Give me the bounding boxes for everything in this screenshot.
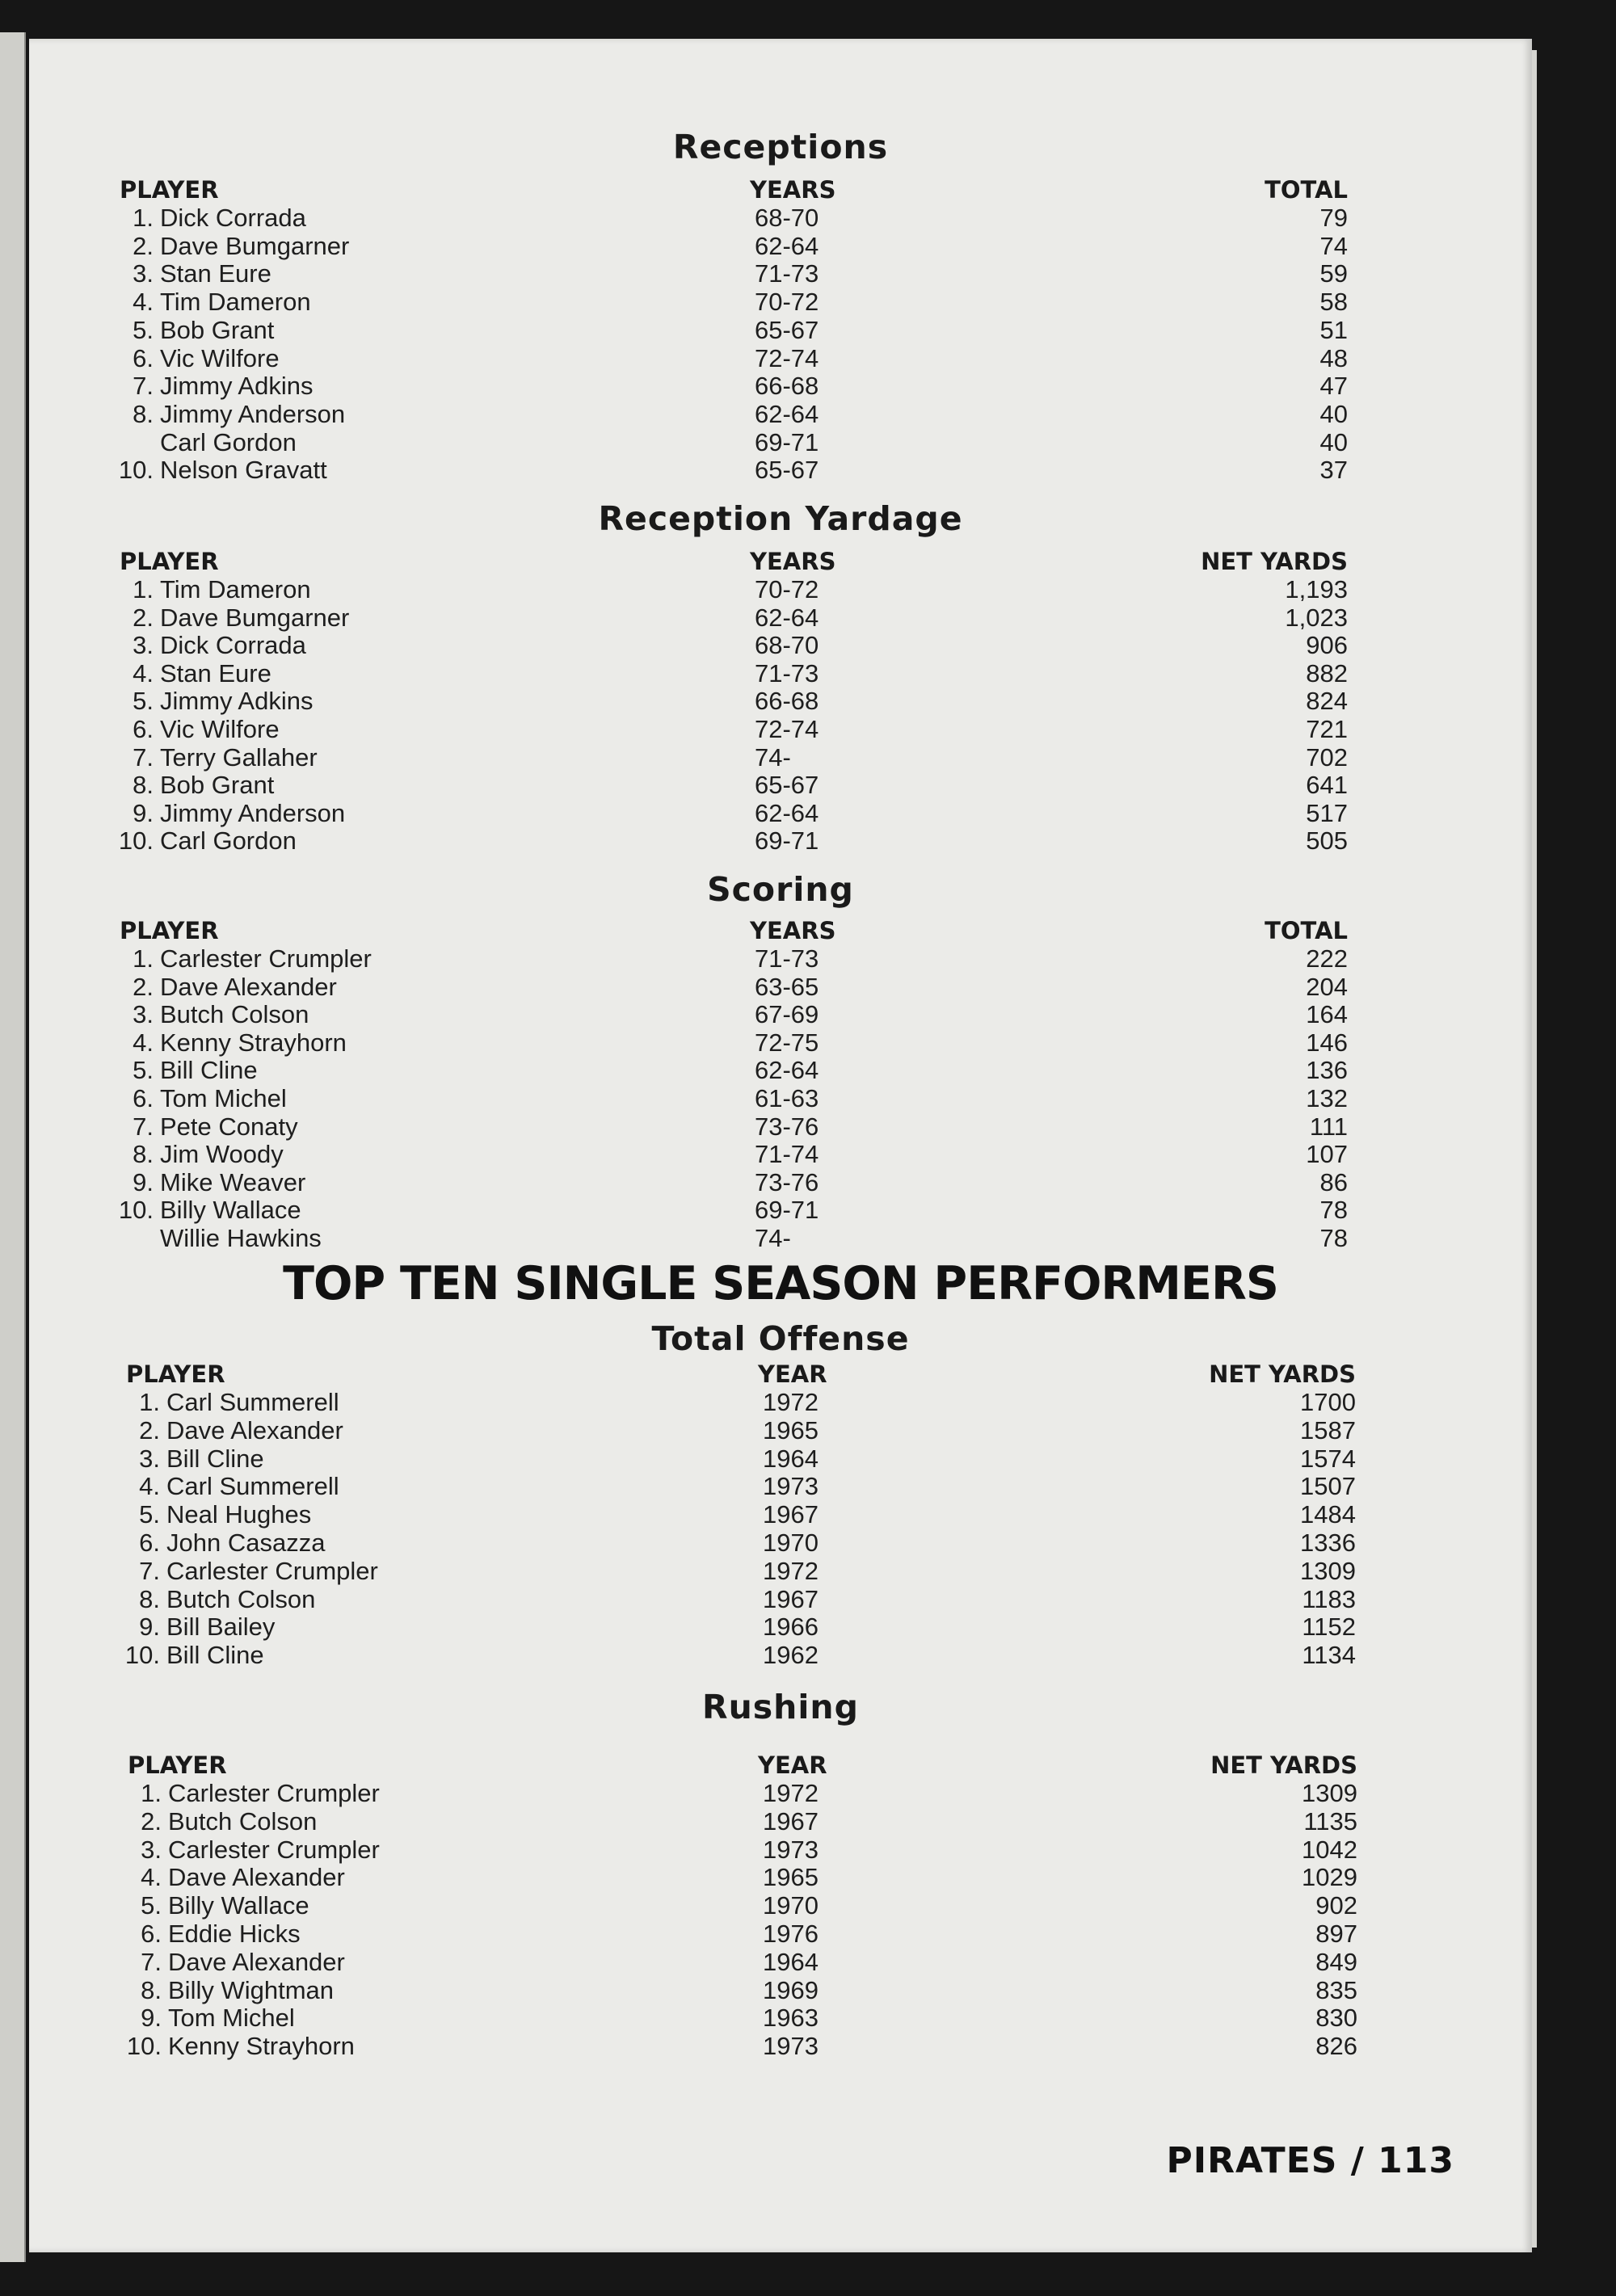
row-total: 826 <box>1315 2032 1357 2060</box>
row-rank: 2. <box>133 973 154 1001</box>
row-player: Tim Dameron <box>160 288 311 316</box>
row-player: Dick Corrada <box>160 631 306 659</box>
table-row <box>29 1613 1532 1640</box>
row-rank: 4. <box>139 1472 160 1500</box>
table-row <box>29 1056 1532 1083</box>
row-total: 146 <box>1306 1028 1348 1057</box>
row-total: 1309 <box>1302 1779 1357 1807</box>
row-years: 71-73 <box>755 944 819 973</box>
row-rank: 3. <box>141 1836 162 1864</box>
row-years: 73-76 <box>755 1112 819 1141</box>
row-years: 72-75 <box>755 1028 819 1057</box>
row-player: Stan Eure <box>160 259 271 288</box>
row-player: Mike Weaver <box>160 1168 306 1196</box>
row-player: Billy Wallace <box>168 1891 309 1920</box>
row-player: John Casazza <box>166 1529 326 1557</box>
row-player: Vic Wilfore <box>160 344 280 372</box>
row-rank: 8. <box>133 400 154 428</box>
row-player: Tom Michel <box>168 2004 295 2032</box>
row-years: 1965 <box>763 1863 819 1891</box>
row-rank: 5. <box>133 687 154 715</box>
row-total: 1042 <box>1302 1836 1357 1864</box>
row-years: 1976 <box>763 1920 819 1948</box>
row-years: 1965 <box>763 1416 819 1444</box>
table-row <box>29 659 1532 687</box>
row-years: 1967 <box>763 1500 819 1529</box>
row-years: 69-71 <box>755 1196 819 1224</box>
row-years: 1964 <box>763 1444 819 1473</box>
row-player: Carlester Crumpler <box>168 1836 380 1864</box>
table-row <box>29 1863 1532 1890</box>
row-total: 1484 <box>1300 1500 1356 1529</box>
row-player: Bob Grant <box>160 316 275 344</box>
row-total: 1574 <box>1300 1444 1356 1473</box>
row-total: 222 <box>1306 944 1348 973</box>
row-rank: 5. <box>139 1500 160 1529</box>
row-player: Butch Colson <box>166 1585 316 1613</box>
row-player: Stan Eure <box>160 659 271 688</box>
row-player: Nelson Gravatt <box>160 456 327 484</box>
table-row <box>29 826 1532 854</box>
row-total: 40 <box>1319 400 1348 428</box>
row-total: 1587 <box>1300 1416 1356 1444</box>
row-player: Willie Hawkins <box>160 1224 322 1252</box>
table-row <box>29 344 1532 372</box>
row-rank: 10. <box>124 1641 160 1669</box>
row-years: 73-76 <box>755 1168 819 1196</box>
table-row <box>29 1140 1532 1167</box>
row-total: 702 <box>1306 743 1348 772</box>
row-player: Dave Bumgarner <box>160 603 350 632</box>
row-player: Bill Cline <box>160 1056 258 1084</box>
row-player: Billy Wallace <box>160 1196 301 1224</box>
row-player: Eddie Hicks <box>168 1920 301 1948</box>
row-total: 107 <box>1306 1140 1348 1168</box>
row-rank: 4. <box>133 288 154 316</box>
column-header-player: PLAYER <box>128 1751 227 1779</box>
row-total: 505 <box>1306 826 1348 855</box>
row-total: 830 <box>1315 2004 1357 2032</box>
column-header-total: NET YARDS <box>1210 1751 1357 1779</box>
row-player: Kenny Strayhorn <box>168 2032 355 2060</box>
table-row <box>29 944 1532 972</box>
row-rank: 6. <box>133 715 154 743</box>
row-rank: 2. <box>133 232 154 260</box>
row-player: Bill Cline <box>166 1444 264 1473</box>
table-row <box>29 1891 1532 1919</box>
row-total: 47 <box>1319 372 1348 400</box>
row-years: 1973 <box>763 1472 819 1500</box>
table-row <box>29 1196 1532 1223</box>
row-total: 824 <box>1306 687 1348 715</box>
row-total: 86 <box>1319 1168 1348 1196</box>
row-rank: 8. <box>133 1140 154 1168</box>
section-title: Reception Yardage <box>598 499 963 538</box>
row-years: 1973 <box>763 1836 819 1864</box>
row-rank: 10. <box>126 2032 162 2060</box>
row-years: 72-74 <box>755 715 819 743</box>
table-row <box>29 1416 1532 1444</box>
row-player: Butch Colson <box>168 1807 318 1836</box>
row-years: 1966 <box>763 1613 819 1641</box>
table-row <box>29 1472 1532 1499</box>
row-player: Butch Colson <box>160 1000 309 1028</box>
table-row <box>29 456 1532 483</box>
row-years: 69-71 <box>755 826 819 855</box>
row-years: 67-69 <box>755 1000 819 1028</box>
row-years: 1963 <box>763 2004 819 2032</box>
table-row <box>29 1168 1532 1196</box>
row-rank: 5. <box>133 316 154 344</box>
row-years: 1964 <box>763 1948 819 1976</box>
table-row <box>29 771 1532 798</box>
row-years: 71-73 <box>755 659 819 688</box>
row-rank: 9. <box>141 2004 162 2032</box>
row-years: 1967 <box>763 1585 819 1613</box>
row-rank: 10. <box>118 826 154 855</box>
row-rank: 8. <box>133 771 154 799</box>
row-rank: 4. <box>133 659 154 688</box>
row-player: Dave Alexander <box>168 1948 345 1976</box>
table-row <box>29 687 1532 714</box>
row-total: 74 <box>1319 232 1348 260</box>
row-years: 71-74 <box>755 1140 819 1168</box>
section-title: Scoring <box>707 870 854 909</box>
row-rank: 3. <box>133 1000 154 1028</box>
row-total: 1507 <box>1300 1472 1356 1500</box>
table-row <box>29 1000 1532 1028</box>
table-row <box>29 288 1532 315</box>
column-header-years: YEARS <box>750 917 836 944</box>
row-rank: 7. <box>139 1557 160 1585</box>
row-total: 51 <box>1319 316 1348 344</box>
row-years: 65-67 <box>755 771 819 799</box>
row-rank: 8. <box>141 1976 162 2004</box>
column-header-player: PLAYER <box>120 917 219 944</box>
left-page-edge <box>0 32 26 2262</box>
table-row <box>29 603 1532 631</box>
table-row <box>29 1641 1532 1668</box>
row-total: 48 <box>1319 344 1348 372</box>
row-total: 132 <box>1306 1084 1348 1112</box>
row-years: 68-70 <box>755 631 819 659</box>
page-footer: PIRATES / 113 <box>1166 2140 1454 2181</box>
row-total: 1336 <box>1300 1529 1356 1557</box>
row-player: Jimmy Anderson <box>160 400 346 428</box>
table-row <box>29 1920 1532 1947</box>
row-total: 78 <box>1319 1224 1348 1252</box>
row-player: Pete Conaty <box>160 1112 298 1141</box>
row-years: 62-64 <box>755 1056 819 1084</box>
row-years: 1972 <box>763 1779 819 1807</box>
row-rank: 3. <box>133 259 154 288</box>
row-rank: 9. <box>133 1168 154 1196</box>
table-row <box>29 1112 1532 1140</box>
row-rank: 6. <box>133 344 154 372</box>
row-rank: 1. <box>133 575 154 603</box>
row-years: 62-64 <box>755 799 819 827</box>
row-years: 70-72 <box>755 288 819 316</box>
table-row <box>29 232 1532 259</box>
row-rank: 1. <box>133 204 154 232</box>
row-total: 1,193 <box>1285 575 1348 603</box>
column-header-years: YEAR <box>758 1360 827 1388</box>
row-rank: 3. <box>133 631 154 659</box>
table-row <box>29 575 1532 603</box>
section-title: Rushing <box>702 1688 859 1726</box>
column-header-years: YEARS <box>750 176 836 204</box>
row-player: Carl Gordon <box>160 826 297 855</box>
row-total: 721 <box>1306 715 1348 743</box>
row-total: 897 <box>1315 1920 1357 1948</box>
row-player: Carl Summerell <box>166 1388 339 1416</box>
row-rank: 1. <box>133 944 154 973</box>
row-rank: 9. <box>139 1613 160 1641</box>
column-header-years: YEARS <box>750 548 836 575</box>
row-total: 849 <box>1315 1948 1357 1976</box>
row-rank: 5. <box>133 1056 154 1084</box>
row-player: Carlester Crumpler <box>160 944 372 973</box>
row-total: 902 <box>1315 1891 1357 1920</box>
row-total: 1134 <box>1302 1641 1356 1669</box>
row-total: 58 <box>1319 288 1348 316</box>
row-player: Jimmy Adkins <box>160 372 314 400</box>
table-row <box>29 743 1532 771</box>
table-row <box>29 428 1532 456</box>
row-years: 1970 <box>763 1529 819 1557</box>
section-title: Total Offense <box>651 1319 910 1358</box>
row-years: 72-74 <box>755 344 819 372</box>
section-title: Receptions <box>672 128 889 166</box>
row-total: 882 <box>1306 659 1348 688</box>
row-total: 164 <box>1306 1000 1348 1028</box>
table-row <box>29 631 1532 658</box>
row-rank: 10. <box>118 1196 154 1224</box>
table-row <box>29 2032 1532 2059</box>
row-total: 111 <box>1309 1112 1348 1141</box>
row-rank: 2. <box>141 1807 162 1836</box>
row-player: Kenny Strayhorn <box>160 1028 347 1057</box>
row-player: Bill Bailey <box>166 1613 276 1641</box>
row-years: 65-67 <box>755 316 819 344</box>
row-rank: 6. <box>141 1920 162 1948</box>
row-years: 66-68 <box>755 372 819 400</box>
row-total: 79 <box>1319 204 1348 232</box>
table-row <box>29 799 1532 826</box>
row-rank: 4. <box>141 1863 162 1891</box>
row-rank: 7. <box>141 1948 162 1976</box>
table-row <box>29 1557 1532 1584</box>
row-rank: 4. <box>133 1028 154 1057</box>
table-row <box>29 259 1532 287</box>
row-years: 74- <box>755 743 791 772</box>
row-total: 37 <box>1319 456 1348 484</box>
row-player: Tom Michel <box>160 1084 287 1112</box>
row-player: Dave Bumgarner <box>160 232 350 260</box>
row-total: 835 <box>1315 1976 1357 2004</box>
table-row <box>29 1529 1532 1556</box>
row-total: 517 <box>1306 799 1348 827</box>
row-years: 66-68 <box>755 687 819 715</box>
row-player: Carlester Crumpler <box>166 1557 378 1585</box>
table-row <box>29 400 1532 427</box>
column-header-player: PLAYER <box>126 1360 225 1388</box>
row-years: 1970 <box>763 1891 819 1920</box>
row-player: Carl Summerell <box>166 1472 339 1500</box>
row-player: Neal Hughes <box>166 1500 312 1529</box>
row-total: 1309 <box>1300 1557 1356 1585</box>
row-rank: 8. <box>139 1585 160 1613</box>
row-rank: 6. <box>133 1084 154 1112</box>
table-row <box>29 2004 1532 2031</box>
row-total: 906 <box>1306 631 1348 659</box>
row-years: 69-71 <box>755 428 819 456</box>
table-row <box>29 204 1532 231</box>
row-player: Dave Alexander <box>160 973 337 1001</box>
row-total: 1135 <box>1303 1807 1357 1836</box>
row-total: 204 <box>1306 973 1348 1001</box>
row-years: 62-64 <box>755 603 819 632</box>
column-header-total: TOTAL <box>1265 917 1348 944</box>
row-years: 1969 <box>763 1976 819 2004</box>
row-total: 1183 <box>1302 1585 1356 1613</box>
table-row <box>29 1948 1532 1975</box>
row-years: 1973 <box>763 2032 819 2060</box>
row-years: 63-65 <box>755 973 819 1001</box>
row-player: Dave Alexander <box>168 1863 345 1891</box>
row-rank: 7. <box>133 743 154 772</box>
row-total: 136 <box>1306 1056 1348 1084</box>
row-player: Carlester Crumpler <box>168 1779 380 1807</box>
row-total: 78 <box>1319 1196 1348 1224</box>
row-player: Jimmy Adkins <box>160 687 314 715</box>
row-total: 641 <box>1306 771 1348 799</box>
column-header-total: NET YARDS <box>1209 1360 1356 1388</box>
row-player: Dick Corrada <box>160 204 306 232</box>
row-total: 1152 <box>1302 1613 1356 1641</box>
row-player: Carl Gordon <box>160 428 297 456</box>
row-rank: 7. <box>133 1112 154 1141</box>
row-years: 1972 <box>763 1557 819 1585</box>
row-years: 62-64 <box>755 232 819 260</box>
row-years: 65-67 <box>755 456 819 484</box>
main-heading: TOP TEN SINGLE SEASON PERFORMERS <box>283 1257 1278 1310</box>
row-rank: 1. <box>139 1388 160 1416</box>
column-header-years: YEAR <box>758 1751 827 1779</box>
table-row <box>29 1807 1532 1835</box>
row-years: 62-64 <box>755 400 819 428</box>
table-row <box>29 1779 1532 1806</box>
table-row <box>29 1084 1532 1112</box>
table-row <box>29 1976 1532 2004</box>
table-row <box>29 715 1532 742</box>
row-total: 1029 <box>1302 1863 1357 1891</box>
row-rank: 3. <box>139 1444 160 1473</box>
row-player: Bob Grant <box>160 771 275 799</box>
row-total: 40 <box>1319 428 1348 456</box>
document-page <box>29 39 1532 2252</box>
row-years: 1967 <box>763 1807 819 1836</box>
column-header-player: PLAYER <box>120 176 219 204</box>
row-player: Billy Wightman <box>168 1976 334 2004</box>
row-years: 71-73 <box>755 259 819 288</box>
table-row <box>29 372 1532 399</box>
row-rank: 6. <box>139 1529 160 1557</box>
table-row <box>29 1028 1532 1056</box>
table-row <box>29 973 1532 1000</box>
row-years: 1962 <box>763 1641 819 1669</box>
row-years: 1972 <box>763 1388 819 1416</box>
column-header-player: PLAYER <box>120 548 219 575</box>
row-rank: 9. <box>133 799 154 827</box>
table-row <box>29 1585 1532 1613</box>
table-row <box>29 316 1532 343</box>
row-total: 1,023 <box>1285 603 1348 632</box>
row-rank: 10. <box>118 456 154 484</box>
row-player: Bill Cline <box>166 1641 264 1669</box>
row-player: Dave Alexander <box>166 1416 343 1444</box>
row-rank: 5. <box>141 1891 162 1920</box>
row-player: Jimmy Anderson <box>160 799 346 827</box>
row-total: 59 <box>1319 259 1348 288</box>
table-row <box>29 1444 1532 1472</box>
row-rank: 2. <box>133 603 154 632</box>
table-row <box>29 1836 1532 1863</box>
row-player: Terry Gallaher <box>160 743 318 772</box>
table-row <box>29 1224 1532 1251</box>
row-player: Tim Dameron <box>160 575 311 603</box>
row-years: 61-63 <box>755 1084 819 1112</box>
row-years: 74- <box>755 1224 791 1252</box>
table-row <box>29 1388 1532 1415</box>
row-rank: 2. <box>139 1416 160 1444</box>
table-row <box>29 1500 1532 1528</box>
column-header-total: TOTAL <box>1265 176 1348 204</box>
row-player: Jim Woody <box>160 1140 284 1168</box>
row-total: 1700 <box>1300 1388 1356 1416</box>
row-rank: 1. <box>141 1779 162 1807</box>
column-header-total: NET YARDS <box>1201 548 1348 575</box>
row-player: Vic Wilfore <box>160 715 280 743</box>
row-years: 68-70 <box>755 204 819 232</box>
row-years: 70-72 <box>755 575 819 603</box>
row-rank: 7. <box>133 372 154 400</box>
